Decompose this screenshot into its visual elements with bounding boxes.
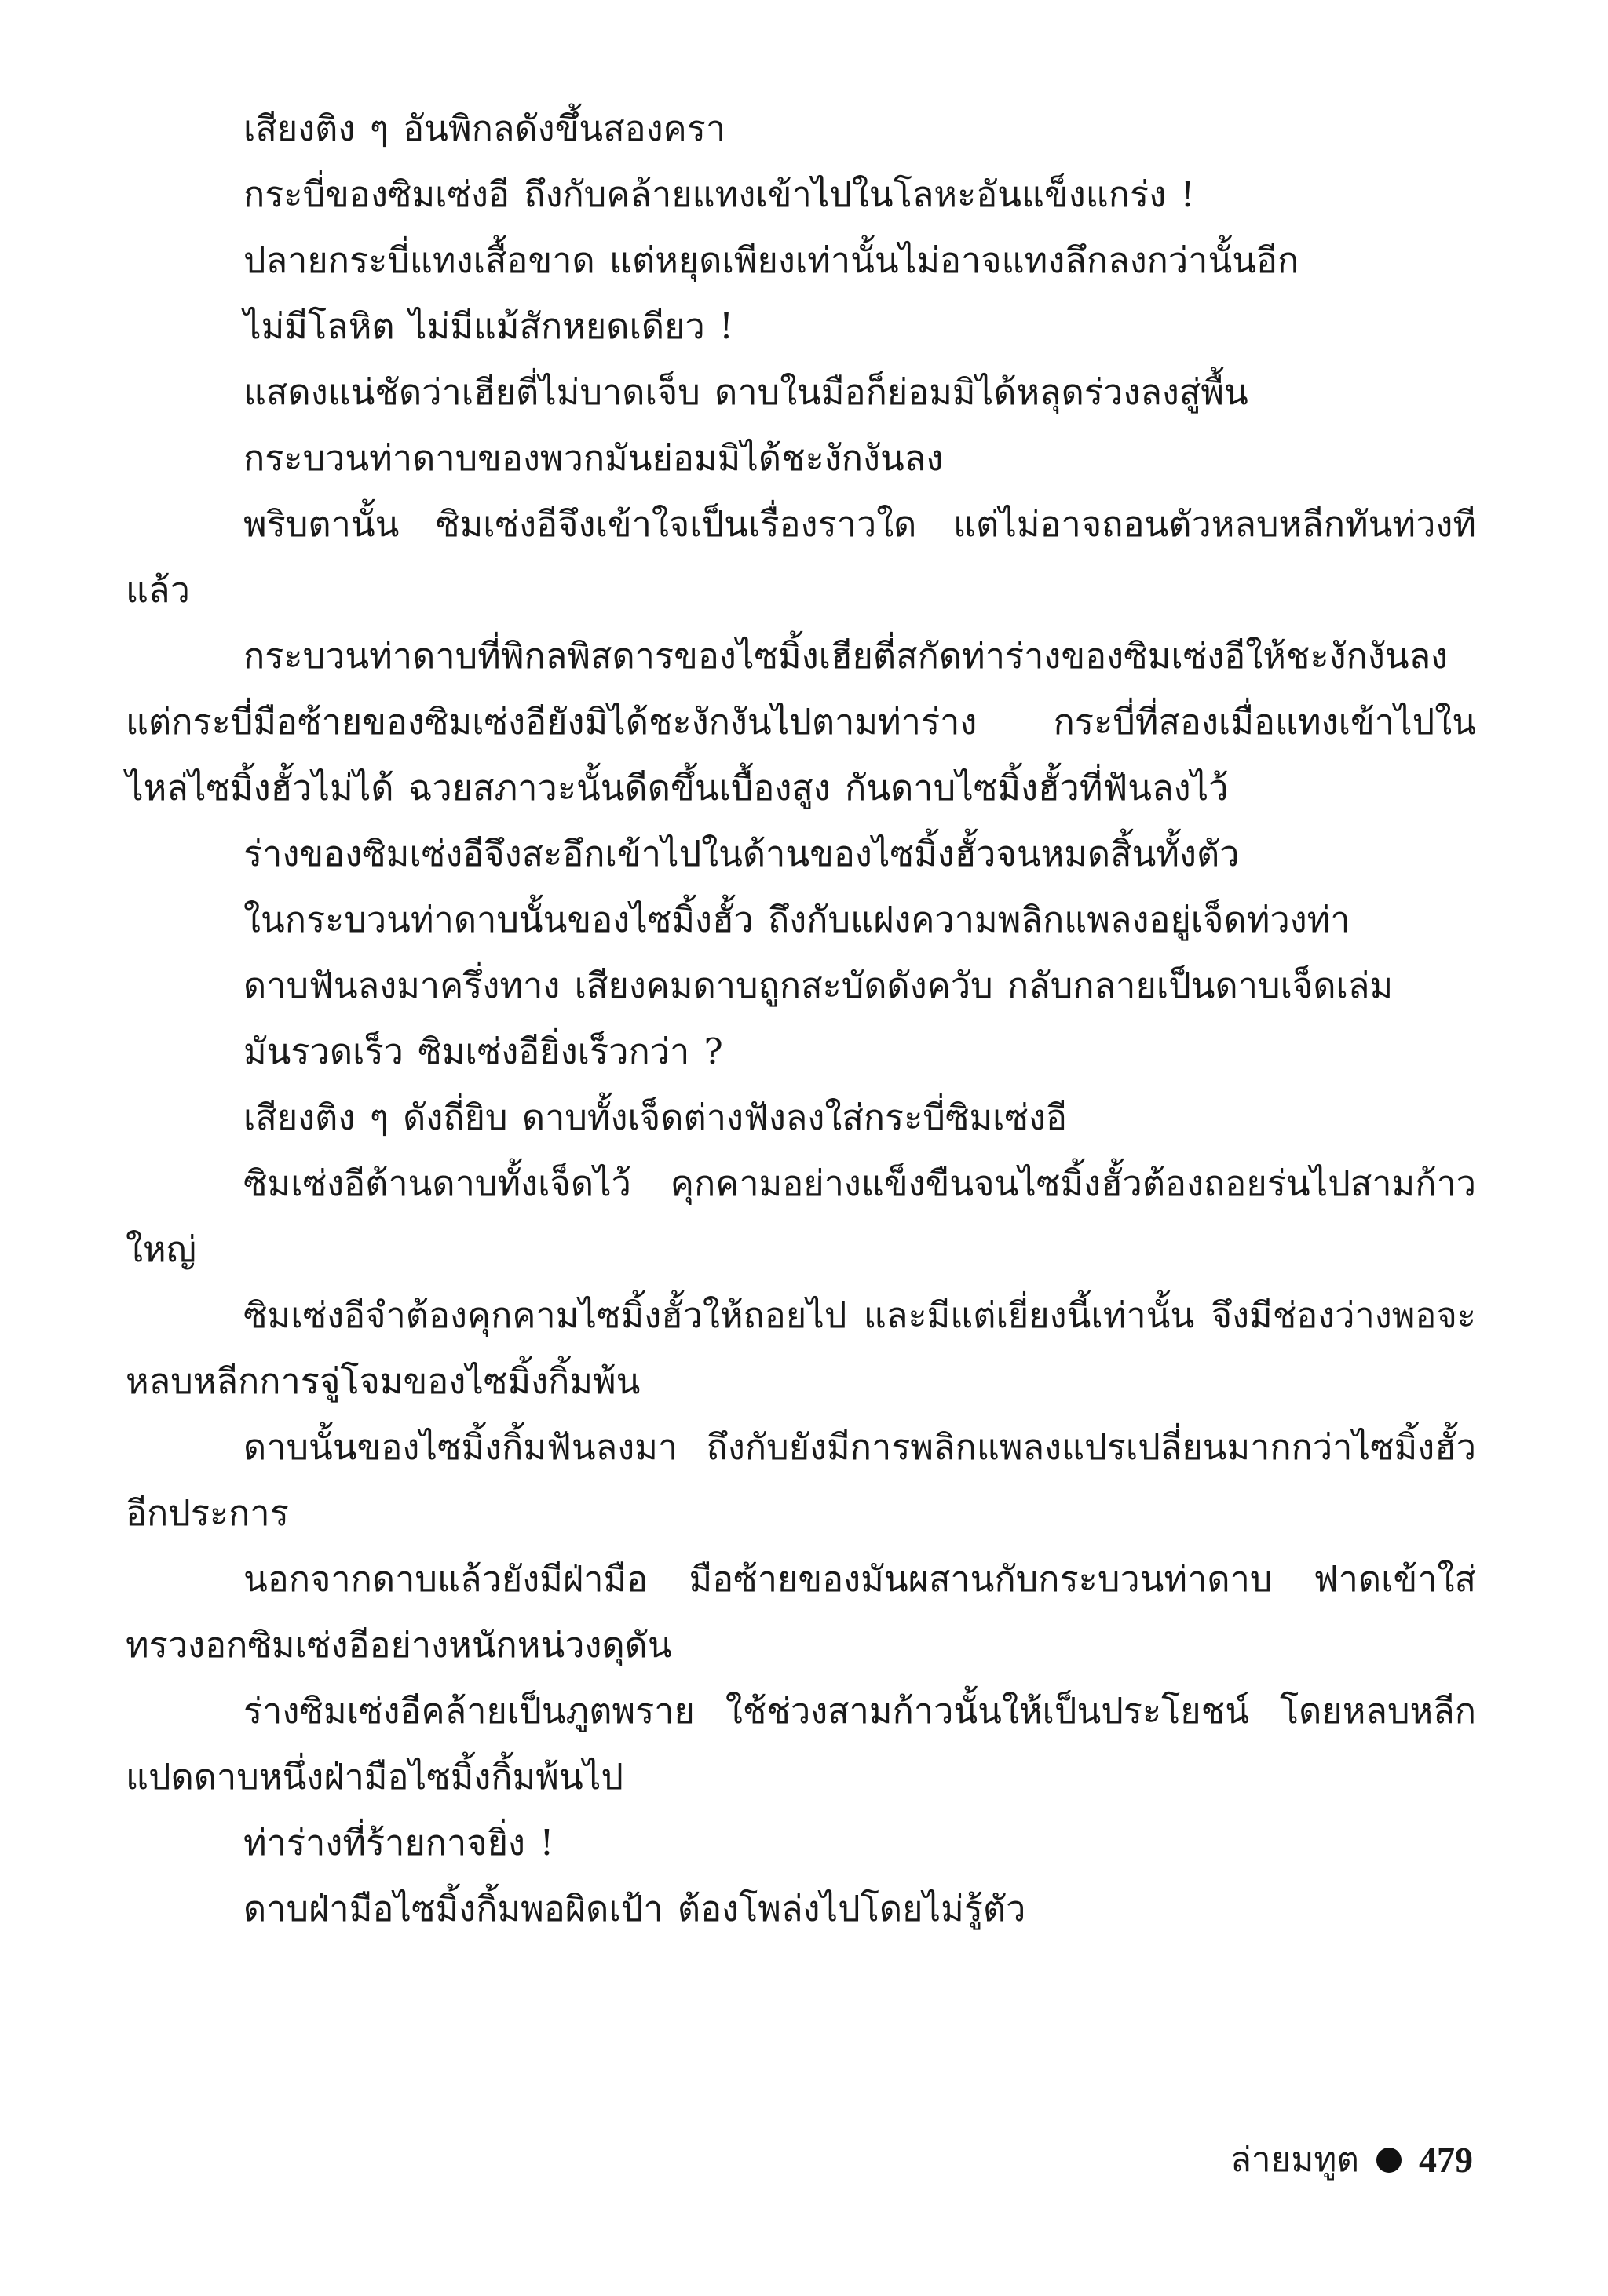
book-title: ล่ายมทูต (1230, 2140, 1359, 2180)
paragraph: ปลายกระบี่แทงเสื้อขาด แต่หยุดเพียงเท่านั้นไม่อาจแทงลึกลงกว่านั้นอีก (243, 239, 1299, 281)
paragraph: กระบวนท่าดาบของพวกมันย่อมมิได้ชะงักงันลง (243, 437, 944, 479)
paragraph: เสียงติง ๆ ดังถี่ยิบ ดาบทั้งเจ็ดต่างฟังลงใส่กระบี่ซิมเซ่งอี (243, 1097, 1068, 1138)
paragraph: ดาบฟันลงมาครึ่งทาง เสียงคมดาบถูกสะบัดดังควับ กลับกลายเป็นดาบเจ็ดเล่ม (243, 965, 1394, 1006)
paragraph: ท่าร่างที่ร้ายกาจยิ่ง ! (243, 1822, 554, 1863)
paragraph: ซิมเซ่งอีจำต้องคุกคามไซมิ้งฮั้วให้ถอยไป และมีแต่เยี่ยงนี้เท่านั้น จึงมีช่องว่างพอจะหลบหลีกการจู่โจมของไซมิ้งกิ้มพ้น (126, 1294, 1476, 1402)
paragraph: กระบวนท่าดาบที่พิกลพิสดารของไซมิ้งเฮียตี่สกัดท่าร่างของซิมเซ่งอีให้ชะงักงันลง แต่กระบี่มือซ้ายของซิมเซ่งอียังมิได้ชะงักงันไปตามท่าร่าง กระบี่ที่สองเมื่อแทงเข้าไปในไหล่ไซมิ้งฮั้วไม่ได้ ฉวยสภาวะนั้นดีดขึ้นเบื้องสูง กันดาบไซมิ้งฮั้วที่ฟันลงไว้ (126, 635, 1476, 809)
paragraph: ร่างซิมเซ่งอีคล้ายเป็นภูตพราย ใช้ช่วงสามก้าวนั้นให้เป็นประโยชน์ โดยหลบหลีกแปดดาบหนึ่งฝ่ามือไซมิ้งกิ้มพ้นไป (126, 1690, 1476, 1798)
paragraph: เสียงติง ๆ อันพิกลดังขึ้นสองครา (243, 108, 726, 149)
bullet-icon (1376, 2148, 1402, 2173)
paragraph: กระบี่ของซิมเซ่งอี ถึงกับคล้ายแทงเข้าไปในโลหะอันแข็งแกร่ง ! (243, 173, 1195, 215)
paragraph: ในกระบวนท่าดาบนั้นของไซมิ้งฮั้ว ถึงกับแฝงความพลิกแพลงอยู่เจ็ดท่วงท่า (243, 899, 1350, 940)
paragraph: ดาบฝ่ามือไซมิ้งกิ้มพอผิดเป้า ต้องโพล่งไปโดยไม่รู้ตัว (243, 1888, 1026, 1929)
paragraph: ไม่มีโลหิต ไม่มีแม้สักหยดเดียว ! (243, 305, 734, 347)
paragraph: ซิมเซ่งอีต้านดาบทั้งเจ็ดไว้ คุกคามอย่างแข็งขืนจนไซมิ้งฮั้วต้องถอยร่นไปสามก้าวใหญ่ (126, 1163, 1476, 1270)
paragraph: มันรวดเร็ว ซิมเซ่งอียิ่งเร็วกว่า ? (243, 1031, 723, 1072)
body-text (126, 96, 1476, 1942)
paragraph: พริบตานั้น ซิมเซ่งอีจึงเข้าใจเป็นเรื่องราวใด แต่ไม่อาจถอนตัวหลบหลีกทันท่วงทีแล้ว (126, 503, 1476, 611)
paragraph: แสดงแน่ชัดว่าเฮียตี่ไม่บาดเจ็บ ดาบในมือก็ย่อมมิได้หลุดร่วงลงสู่พื้น (243, 371, 1248, 413)
paragraph: ดาบนั้นของไซมิ้งกิ้มฟันลงมา ถึงกับยังมีการพลิกแพลงแปรเปลี่ยนมากกว่าไซมิ้งฮั้วอีกประการ (126, 1426, 1476, 1534)
page-footer (1230, 2137, 1473, 2184)
page-number: 479 (1419, 2140, 1473, 2180)
paragraph: ร่างของซิมเซ่งอีจึงสะอึกเข้าไปในด้านของไซมิ้งฮั้วจนหมดสิ้นทั้งตัว (243, 833, 1240, 874)
paragraph: นอกจากดาบแล้วยังมีฝ่ามือ มือซ้ายของมันผสานกับกระบวนท่าดาบ ฟาดเข้าใส่ทรวงอกซิมเซ่งอีอย่างหนักหน่วงดุดัน (126, 1558, 1476, 1666)
